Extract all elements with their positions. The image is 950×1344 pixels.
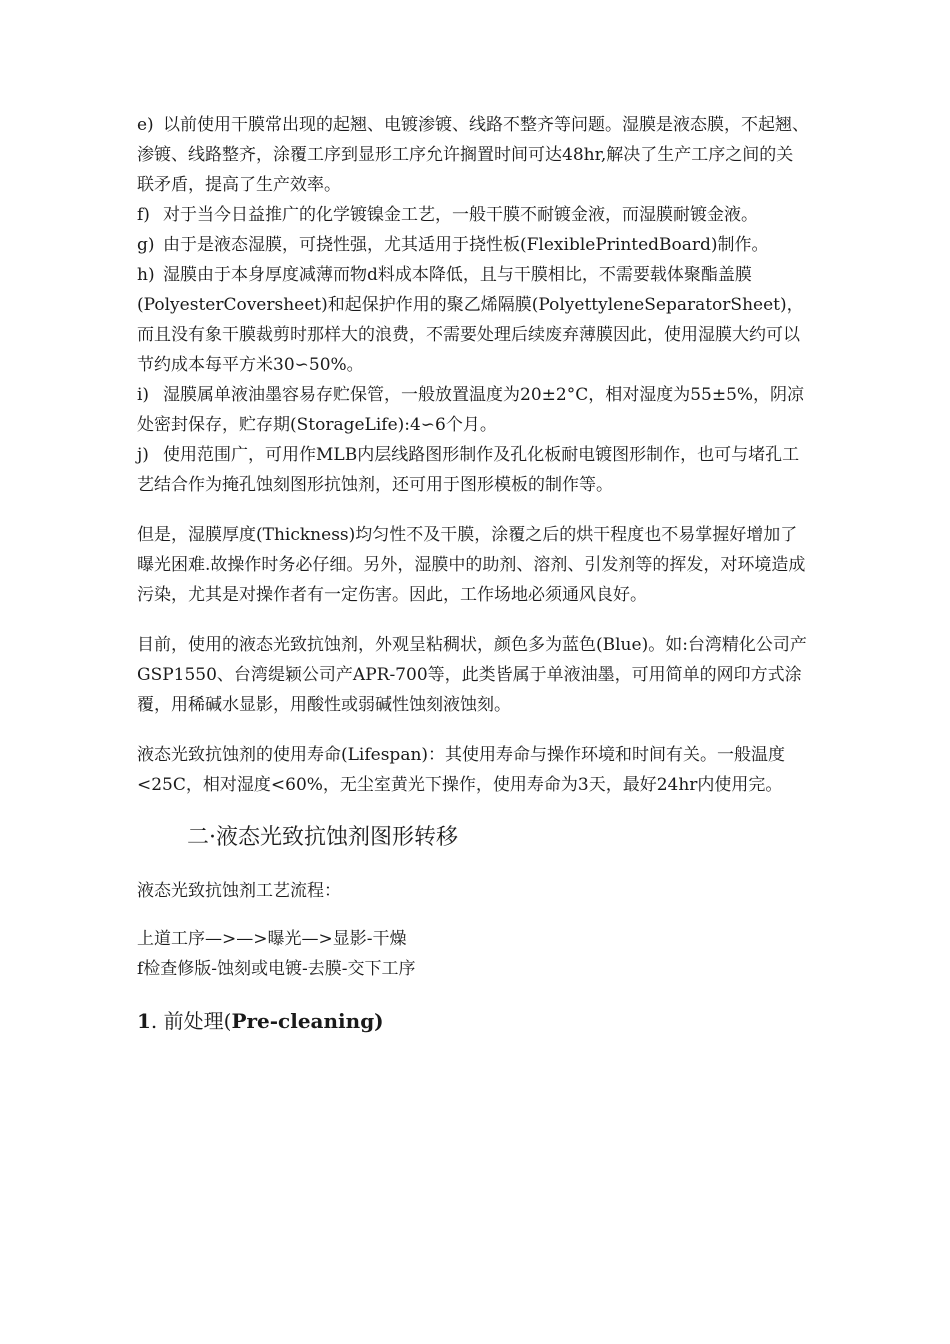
item-tag: e) [137,115,154,135]
list-item-g [137,230,809,260]
subheading-text: . 前处理( [150,1009,232,1033]
process-flow-line: f检查修版-蚀刻或电镀-去膜-交下工序 [137,959,416,979]
item-text: 以前使用干膜常出现的起翘、电镀渗镀、线路不整齐等问题。湿膜是液态膜，不起翘、渗镀、线路整齐，涂覆工序到显形工序允许搁置时间可达48hr,解决了生产工序之间的关联矛盾，提高了生产效率。 [137,115,809,195]
paragraph-lifespan: 液态光致抗蚀剂的使用寿命(Lifespan)：其使用寿命与操作环境和时间有关。一般温度<25C，相对湿度<60%，无尘室黄光下操作，使用寿命为3天，最好24hr内使用完。 [137,745,786,795]
paragraph-drawbacks: 但是，湿膜厚度(Thickness)均匀性不及干膜，涂覆之后的烘干程度也不易掌握好增加了曝光困难.故操作时务必仔细。另外，湿膜中的助剂、溶剂、引发剂等的挥发，对环境造成污染，尤其是对操作者有一定伤害。因此，工作场地必须通风良好。 [137,525,806,605]
item-tag: j) [137,445,149,465]
item-tag: h) [137,265,155,285]
list-item-j [137,440,809,500]
list-item-e [137,110,809,200]
item-text: 对于当今日益推广的化学镀镍金工艺，一般干膜不耐镀金液，而湿膜耐镀金液。 [163,205,758,225]
process-flow-title: 液态光致抗蚀剂工艺流程： [137,881,341,901]
document-page [137,110,809,1038]
item-tag: g) [137,235,155,255]
list-item-h [137,260,809,380]
list-item-i [137,380,809,440]
item-text: 湿膜由于本身厚度减薄而物d料成本降低，且与干膜相比，不需要载体聚酯盖膜(PolyesterCoversheet)和起保护作用的聚乙烯隔膜(PolyettyleneSeparatorSheet)，而且没有象干膜裁剪时那样大的浪费，不需要处理后续废弃薄膜因此，使用湿膜大约可以节约成本每平方米30∽50%。 [137,265,804,375]
item-tag: f) [137,205,150,225]
item-text: 由于是液态湿膜，可挠性强，尤其适用于挠性板(FlexiblePrintedBoard)制作。 [163,235,769,255]
process-flow [137,924,809,984]
advantage-list [137,110,809,500]
list-item-f [137,200,809,230]
subheading-pre-cleaning [137,1004,809,1038]
item-text: 湿膜属单液油墨容易存贮保管，一般放置温度为20±2°C，相对湿度为55±5%，阴凉处密封保存，贮存期(StorageLife):4∽6个月。 [137,385,805,435]
item-tag: i) [137,385,150,405]
paragraph-current-products: 目前，使用的液态光致抗蚀剂，外观呈粘稠状，颜色多为蓝色(Blue)。如:台湾精化公司产GSP1550、台湾缇颖公司产APR-700等，此类皆属于单液油墨，可用简单的网印方式涂覆，用稀碱水显影，用酸性或弱碱性蚀刻液蚀刻。 [137,635,807,715]
process-flow-line: 上道工序—>—>曝光—>显影-干燥 [137,929,407,949]
subheading-number: 1 [137,1009,151,1033]
subheading-english: Pre-cleaning) [231,1009,384,1033]
item-text: 使用范围广，可用作MLB内层线路图形制作及孔化板耐电镀图形制作，也可与堵孔工艺结合作为掩孔蚀刻图形抗蚀剂，还可用于图形模板的制作等。 [137,445,800,495]
section-title: 二·液态光致抗蚀剂图形转移 [187,825,458,850]
